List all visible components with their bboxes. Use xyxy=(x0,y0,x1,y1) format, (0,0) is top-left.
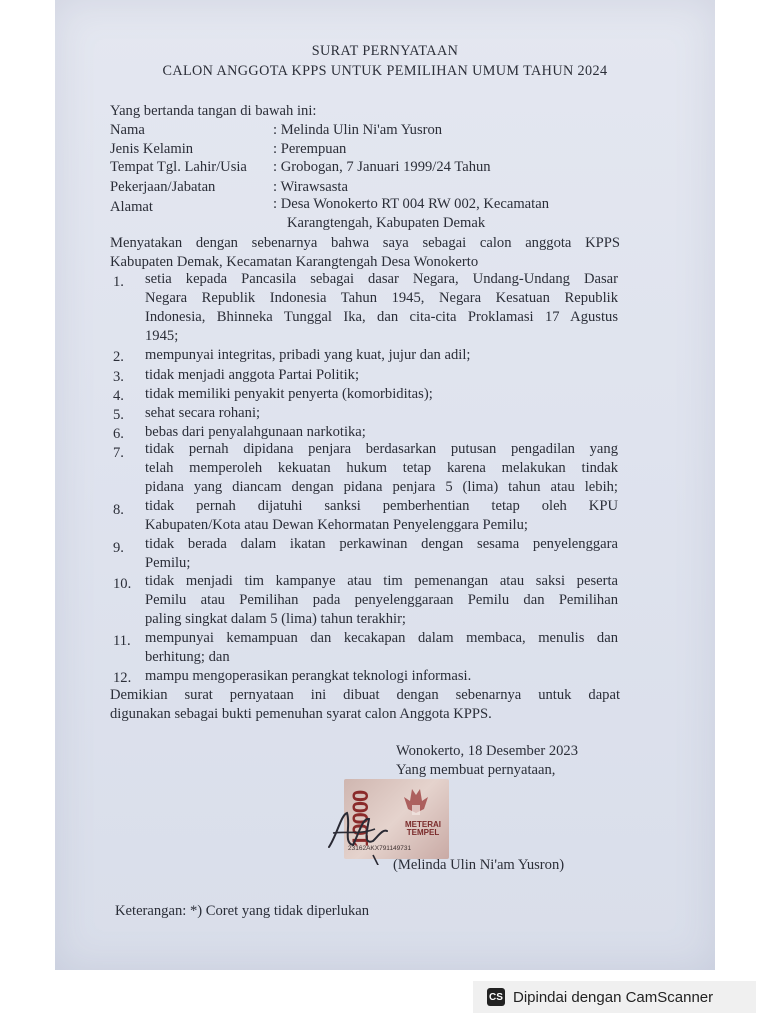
item-number: 10. xyxy=(113,576,132,592)
item-text: tidak pernah dipidana penjara berdasarkan putusan pengadilan yang xyxy=(145,441,618,457)
item-text: bebas dari penyalahgunaan narkotika; xyxy=(145,424,366,440)
stamp-serial: 23162AKX791149731 xyxy=(348,845,412,852)
document-subtitle: CALON ANGGOTA KPPS UNTUK PEMILIHAN UMUM TAHUN 2024 xyxy=(162,63,608,79)
field-label-address: Alamat xyxy=(110,199,153,215)
item-text: mampu mengoperasikan perangkat teknologi informasi. xyxy=(145,668,472,684)
item-number: 9. xyxy=(113,540,124,556)
signature-role: Yang membuat pernyataan, xyxy=(396,762,556,778)
item-text: paling singkat dalam 5 (lima) tahun terakhir; xyxy=(145,611,406,627)
item-number: 12. xyxy=(113,670,132,686)
field-label-birth: Tempat Tgl. Lahir/Usia xyxy=(110,159,247,175)
field-value-address: : Desa Wonokerto RT 004 RW 002, Kecamatan xyxy=(273,196,549,212)
signature-place-date: Wonokerto, 18 Desember 2023 xyxy=(396,743,579,759)
item-text: tidak menjadi tim kampanye atau tim pemenangan atau saksi peserta xyxy=(145,573,618,589)
item-number: 3. xyxy=(113,369,124,385)
stamp-label: METERAI TEMPEL xyxy=(405,820,441,837)
closing-line-2: digunakan sebagai bukti pemenuhan syarat calon Anggota KPPS. xyxy=(110,706,492,722)
item-text: sehat secara rohani; xyxy=(145,405,261,421)
item-text: tidak menjadi anggota Partai Politik; xyxy=(145,367,360,383)
item-number: 1. xyxy=(113,274,124,290)
item-number: 7. xyxy=(113,445,124,461)
item-text: Pemilu atau Pemilihan pada penyelenggaraan Pemilu dan Pemilihan xyxy=(145,592,618,608)
item-text: tidak pernah dijatuhi sanksi pemberhentian tetap oleh KPU xyxy=(145,498,618,514)
field-value-gender: : Perempuan xyxy=(273,141,347,157)
camscanner-watermark xyxy=(473,981,756,1013)
item-text: tidak berada dalam ikatan perkawinan dengan sesama penyelenggara xyxy=(145,536,618,552)
item-text: berhitung; dan xyxy=(145,649,230,665)
camscanner-text: Dipindai dengan CamScanner xyxy=(513,988,714,1006)
item-text: mempunyai integritas, pribadi yang kuat, jujur dan adil; xyxy=(145,347,471,363)
item-text: mempunyai kemampuan dan kecakapan dalam membaca, menulis dan xyxy=(145,630,618,646)
item-text: pidana yang diancam dengan pidana penjara 5 (lima) tahun atau lebih; xyxy=(145,479,618,495)
document-page xyxy=(55,0,715,970)
document-title: SURAT PERNYATAAN xyxy=(311,43,459,59)
handwritten-signature xyxy=(323,795,393,865)
item-text: Pemilu; xyxy=(145,555,191,571)
field-value-birth: : Grobogan, 7 Januari 1999/24 Tahun xyxy=(273,159,491,175)
item-number: 5. xyxy=(113,407,124,423)
item-text: Kabupaten/Kota atau Dewan Kehormatan Penyelenggara Pemilu; xyxy=(145,517,528,533)
statement-line-1: Menyatakan dengan sebenarnya bahwa saya sebagai calon anggota KPPS xyxy=(110,235,620,251)
item-number: 11. xyxy=(113,633,131,649)
item-number: 4. xyxy=(113,388,124,404)
item-number: 8. xyxy=(113,502,124,518)
closing-line-1: Demikian surat pernyataan ini dibuat dengan sebenarnya untuk dapat xyxy=(110,687,620,703)
camscanner-logo-icon: CS xyxy=(487,988,505,1006)
field-value-name: : Melinda Ulin Ni'am Yusron xyxy=(273,122,443,138)
item-text: setia kepada Pancasila sebagai dasar Negara, Undang-Undang Dasar xyxy=(145,271,618,287)
field-label-occupation: Pekerjaan/Jabatan xyxy=(110,179,216,195)
item-number: 2. xyxy=(113,349,124,365)
signature-name: (Melinda Ulin Ni'am Yusron) xyxy=(393,857,565,873)
item-text: Indonesia, Bhinneka Tunggal Ika, dan cita-cita Proklamasi 17 Agustus xyxy=(145,309,618,325)
statement-line-2: Kabupaten Demak, Kecamatan Karangtengah Desa Wonokerto xyxy=(110,254,479,270)
item-text: Negara Republik Indonesia Tahun 1945, Negara Kesatuan Republik xyxy=(145,290,618,306)
item-text: tidak memiliki penyakit penyerta (komorbiditas); xyxy=(145,386,433,402)
field-label-gender: Jenis Kelamin xyxy=(110,141,194,157)
field-label-name: Nama xyxy=(110,122,145,138)
item-text: 1945; xyxy=(145,328,179,344)
field-value-address-2: Karangtengah, Kabupaten Demak xyxy=(287,215,486,231)
intro-text: Yang bertanda tangan di bawah ini: xyxy=(110,103,317,119)
item-text: telah memperoleh kekuatan hukum tetap karena melakukan tindak xyxy=(145,460,618,476)
field-value-occupation: : Wirawsasta xyxy=(273,179,348,195)
footnote: Keterangan: *) Coret yang tidak diperlukan xyxy=(115,903,370,919)
item-number: 6. xyxy=(113,426,124,442)
stamp-value: 10000 xyxy=(348,790,373,848)
